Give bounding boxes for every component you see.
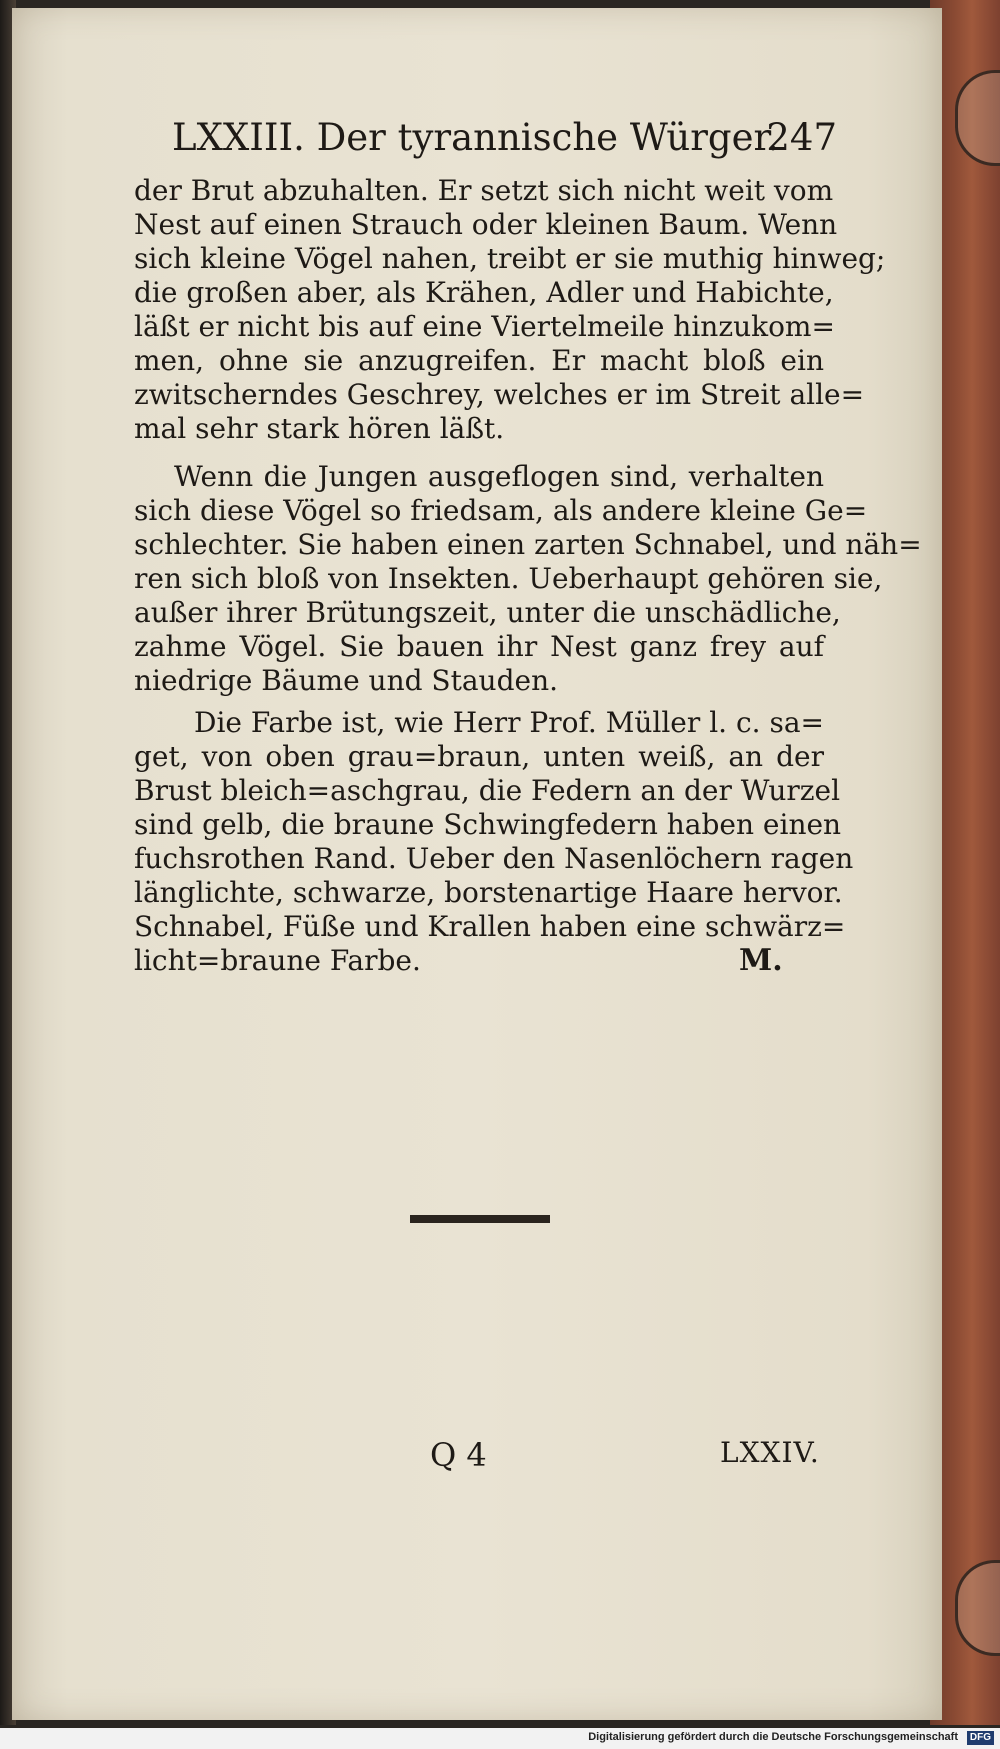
page-number: 247: [766, 116, 837, 159]
paragraph-1: [134, 174, 886, 446]
text-line: außer ihrer Brütungszeit, unter die unschädliche,: [134, 596, 841, 629]
catchword: LXXIV.: [720, 1436, 820, 1469]
text-line: ren sich bloß von Insekten. Ueberhaupt gehören sie,: [134, 562, 883, 595]
text-line: get, von oben grau=braun, unten weiß, an der: [134, 740, 824, 773]
section-end-rule: [410, 1215, 550, 1223]
text-line: Die Farbe ist, wie Herr Prof. Müller l. c. sa=: [194, 706, 824, 739]
text-line-with-signature: [134, 944, 824, 978]
paragraph-3: [134, 706, 854, 978]
text-line: Nest auf einen Strauch oder kleinen Baum. Wenn: [134, 208, 838, 241]
text-line: fuchsrothen Rand. Ueber den Nasenlöchern ragen: [134, 842, 854, 875]
text-line: mal sehr stark hören läßt.: [134, 412, 505, 445]
chapter-title: LXXIII. Der tyrannische Würger.: [172, 116, 779, 159]
dfg-logo: DFG: [967, 1731, 994, 1745]
author-initial: M.: [739, 943, 783, 978]
text-line: licht=braune Farbe.: [134, 944, 421, 977]
text-line: niedrige Bäume und Stauden.: [134, 664, 559, 697]
text-line: der Brut abzuhalten. Er setzt sich nicht weit vom: [134, 174, 834, 207]
text-line: länglichte, schwarze, borstenartige Haare hervor.: [134, 876, 843, 909]
funding-credit: Digitalisierung gefördert durch die Deutsche Forschungsgemeinschaft: [588, 1731, 958, 1743]
text-line: men, ohne sie anzugreifen. Er macht bloß ein: [134, 344, 824, 377]
paper-page: [12, 8, 942, 1720]
digitization-footer: [0, 1728, 1000, 1749]
text-line: zahme Vögel. Sie bauen ihr Nest ganz frey auf: [134, 630, 824, 663]
printer-signature-mark: Q 4: [430, 1436, 487, 1474]
text-line: Wenn die Jungen ausgeflogen sind, verhalten: [174, 460, 824, 493]
text-line: sind gelb, die braune Schwingfedern haben einen: [134, 808, 842, 841]
text-line: sich diese Vögel so friedsam, als andere kleine Ge=: [134, 494, 868, 527]
text-line: läßt er nicht bis auf eine Viertelmeile hinzukom=: [134, 310, 835, 343]
paragraph-2: [134, 460, 922, 698]
text-line: Schnabel, Füße und Krallen haben eine schwärz=: [134, 910, 846, 943]
text-line: die großen aber, als Krähen, Adler und Habichte,: [134, 276, 834, 309]
text-line: schlechter. Sie haben einen zarten Schnabel, und näh=: [134, 528, 922, 561]
text-line: Brust bleich=aschgrau, die Federn an der Wurzel: [134, 774, 841, 807]
text-line: sich kleine Vögel nahen, treibt er sie muthig hinweg;: [134, 242, 886, 275]
text-line: zwitscherndes Geschrey, welches er im Streit alle=: [134, 378, 865, 411]
